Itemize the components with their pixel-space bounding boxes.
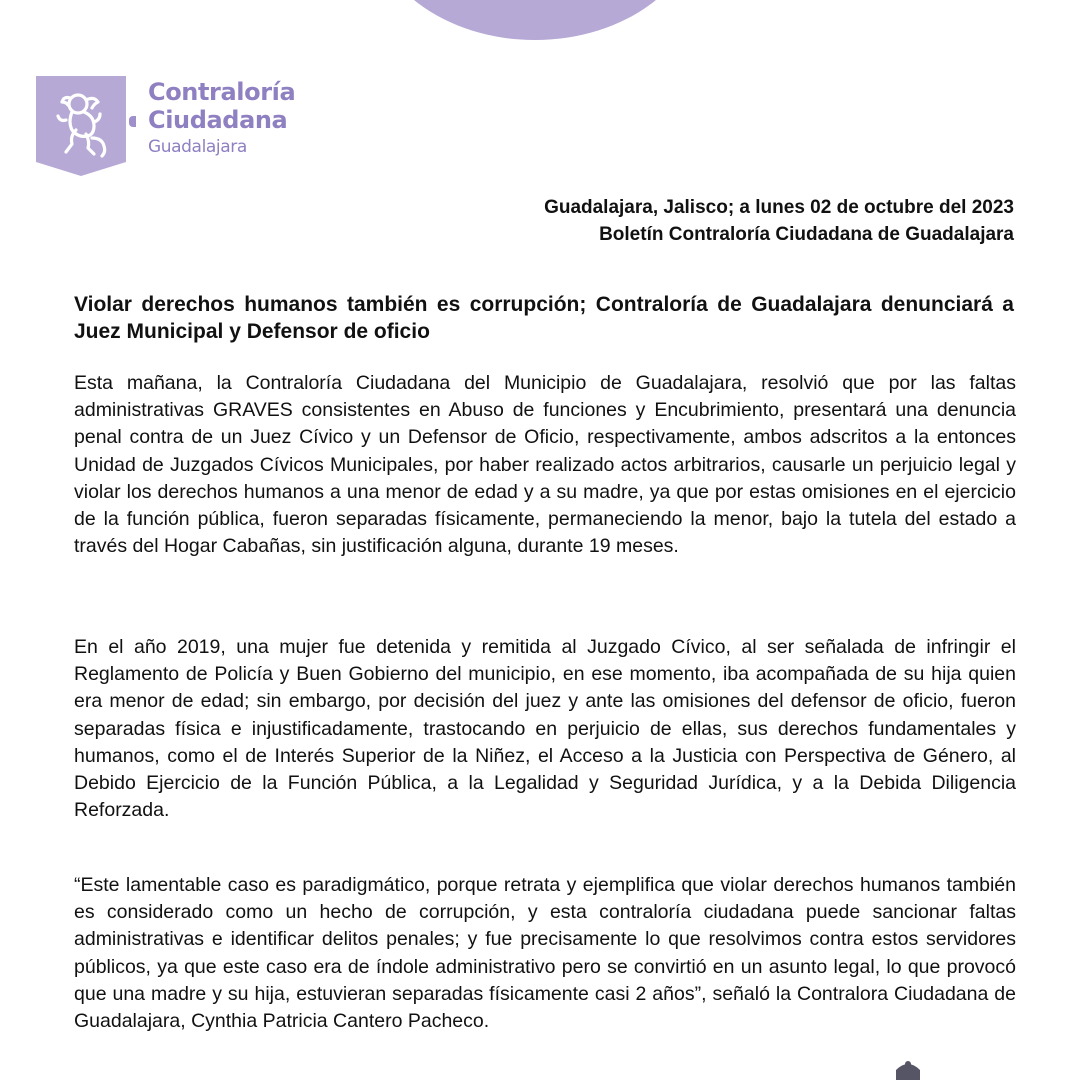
body-paragraph: Esta mañana, la Contraloría Ciudadana del Municipio de Guadalajara, resolvió que por las faltas administrativas GRAVES consistentes en Abuso de funciones y Encubrimiento, presentará una denuncia penal contra de un Juez Cívico y un Defensor de Oficio, respectivamente, ambos adscritos a la entonces Unidad de Juzgados Cívicos Municipales, por haber realizado actos arbitrarios, causarle un perjuicio legal y violar los derechos humanos a una menor de edad y a su madre, ya que por estas omisiones en el ejercicio de la función pública, fueron separadas físicamente, permaneciendo la menor, bajo la tutela del estado a través del Hogar Cabañas, sin justificación alguna, durante 19 meses. bbox=[74, 372, 1016, 558]
logo-accent-mark bbox=[129, 116, 136, 127]
emblem-icon bbox=[888, 1058, 928, 1080]
decorative-circle bbox=[370, 0, 700, 40]
headline: Violar derechos humanos también es corrupción; Contraloría de Guadalajara denunciará a Juez Municipal y Defensor de oficio bbox=[74, 293, 1014, 343]
logo-line-3: Guadalajara bbox=[148, 137, 247, 157]
document-header bbox=[544, 194, 1014, 248]
body-paragraph: En el año 2019, una mujer fue detenida y remitida al Juzgado Cívico, al ser señalada de infringir el Reglamento de Policía y Buen Gobierno del municipio, en ese momento, iba acompañada de su hija quien era menor de edad; sin embargo, por decisión del juez y ante las omisiones del defensor de oficio, fueron separadas física e injustificadamente, trastocando en perjuicio de ellas, sus derechos fundamentales y humanos, como el de Interés Superior de la Niñez, el Acceso a la Justicia con Perspectiva de Género, al Debido Ejercicio de la Función Pública, a la Legalidad y Seguridad Jurídica, y a la Debida Diligencia Reforzada. bbox=[74, 636, 1016, 822]
contraloria-logo bbox=[36, 76, 306, 176]
logo-line-2: Ciudadana bbox=[148, 106, 288, 134]
logo-wordmark bbox=[148, 78, 295, 158]
place-date: Guadalajara, Jalisco; a lunes 02 de octubre del 2023 bbox=[544, 197, 1014, 218]
bulletin-title: Boletín Contraloría Ciudadana de Guadalajara bbox=[599, 224, 1014, 245]
lion-rampant-icon bbox=[36, 76, 126, 176]
logo-line-1: Contraloría bbox=[148, 78, 296, 106]
body-paragraph: “Este lamentable caso es paradigmático, porque retrata y ejemplifica que violar derechos humanos también es considerado como un hecho de corrupción, y esta contraloría ciudadana puede sancionar faltas administrativas e identificar delitos penales; y fue precisamente lo que resolvimos contra estos servidores públicos, ya que este caso era de índole administrativo pero se convirtió en un asunto legal, lo que provocó que una madre y su hija, estuvieran separadas físicamente casi 2 años”, señaló la Contralora Ciudadana de Guadalajara, Cynthia Patricia Cantero Pacheco. bbox=[74, 874, 1016, 1033]
